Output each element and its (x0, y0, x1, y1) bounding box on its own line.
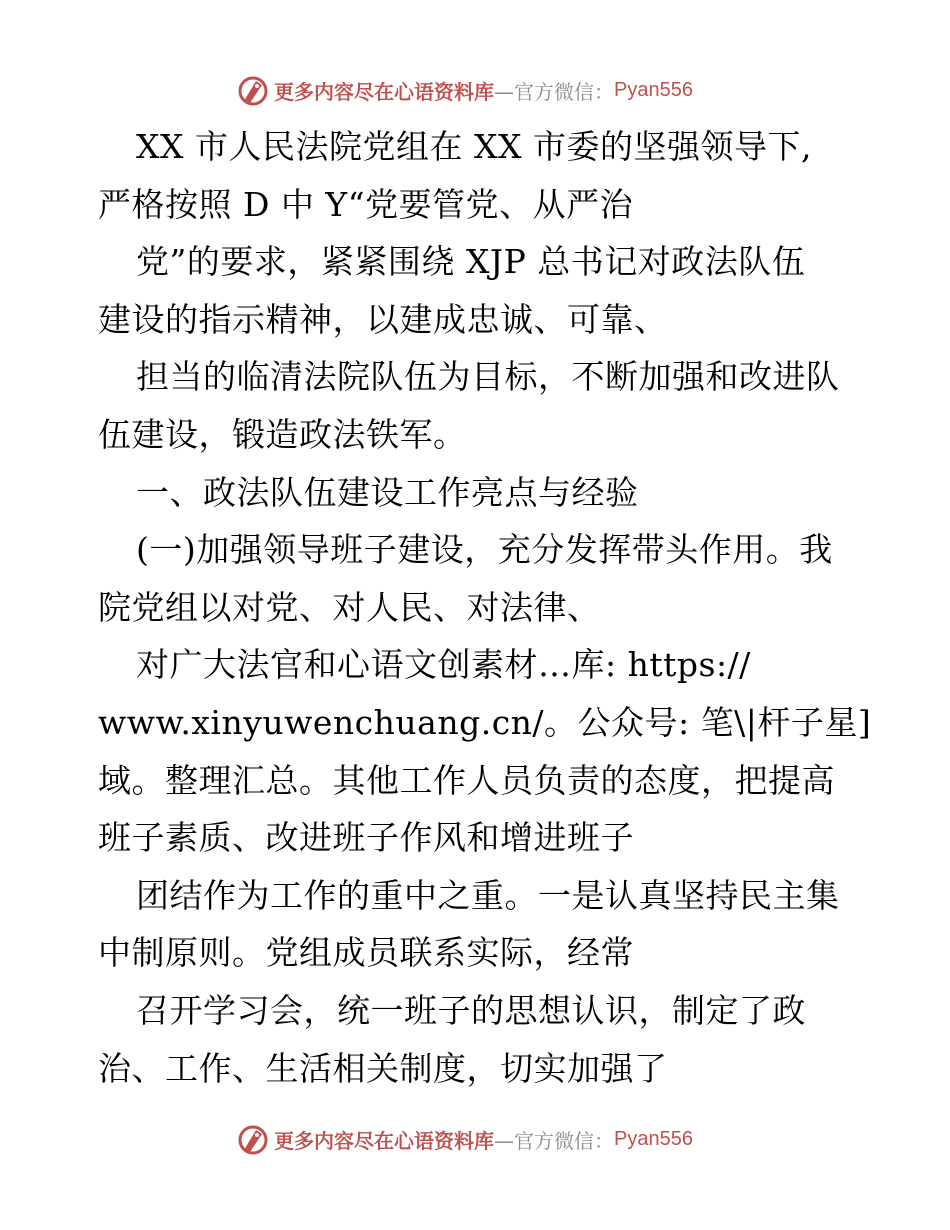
footer-watermark (236, 1121, 693, 1157)
document-body (98, 118, 872, 1097)
watermark-main-text: 更多内容尽在心语资料库 (274, 1128, 494, 1153)
body-line: 召开学习会，统一班子的思想认识，制定了政 (136, 990, 806, 1030)
body-line: 严格按照 D 中 Y“党要管党、从严治 (98, 184, 634, 224)
watermark-wechat-id: Pyan556 (614, 1127, 693, 1150)
body-line: 对广大法官和心语文创素材…库: https:// (136, 645, 751, 685)
body-line: 党”的要求，紧紧围绕 XJP 总书记对政法队伍 (136, 242, 806, 282)
watermark-main-text: 更多内容尽在心语资料库 (274, 79, 494, 104)
body-line: 担当的临清法院队伍为目标，不断加强和改进队 (136, 357, 840, 397)
body-line: 院党组以对党、对人民、对法律、 (98, 587, 601, 627)
watermark-dash-text: —官方微信： (494, 79, 614, 104)
body-line: 伍建设，锻造政法铁军。 (98, 414, 467, 454)
body-line: www.xinyuwenchuang.cn/。公众号: 笔\|杆子星] (98, 702, 872, 742)
body-line: 团结作为工作的重中之重。一是认真坚持民主集 (136, 875, 840, 915)
body-line: 班子素质、改进班子作风和增进班子 (98, 818, 634, 858)
watermark-wechat-id: Pyan556 (614, 78, 693, 101)
body-line: 治、工作、生活相关制度，切实加强了 (98, 1048, 668, 1088)
body-line: 域。整理汇总。其他工作人员负责的态度，把提高 (98, 760, 835, 800)
header-watermark (236, 72, 693, 108)
pen-nib-logo-icon (236, 73, 270, 107)
watermark-dash-text: —官方微信： (494, 1128, 614, 1153)
body-line: (一)加强领导班子建设，充分发挥带头作用。我 (136, 530, 833, 570)
body-line: 中制原则。党组成员联系实际，经常 (98, 933, 634, 973)
body-line: 建设的指示精神，以建成忠诚、可靠、 (98, 299, 668, 339)
section-heading: 一、政法队伍建设工作亮点与经验 (136, 472, 639, 512)
body-line: XX 市人民法院党组在 XX 市委的坚强领导下, (136, 127, 812, 166)
pen-nib-logo-icon (236, 1122, 270, 1156)
